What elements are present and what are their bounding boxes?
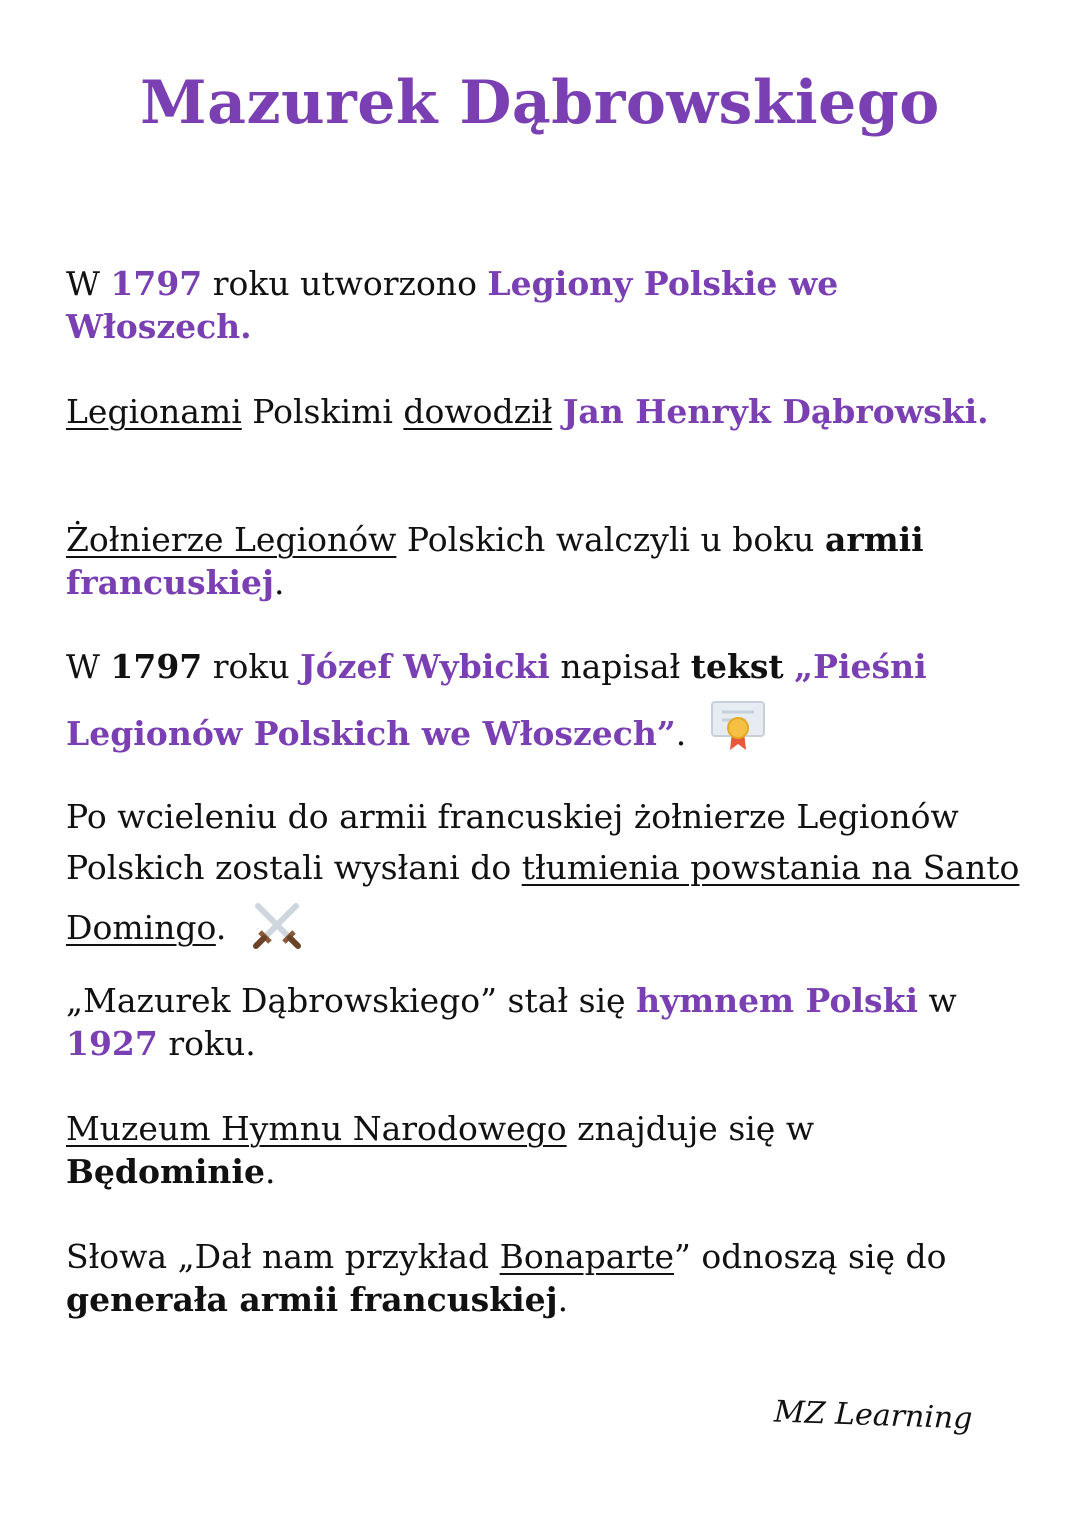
bold-armii: armii	[824, 520, 924, 559]
certificate-icon	[710, 698, 766, 774]
text: .	[273, 563, 285, 602]
bold-general: generała armii francuskiej	[66, 1280, 558, 1319]
text: .	[264, 1152, 276, 1191]
text: .	[977, 392, 989, 431]
text: roku	[202, 647, 301, 686]
text: ” odnoszą się do	[674, 1237, 947, 1276]
text: Polskimi	[241, 392, 404, 431]
text: .	[215, 908, 227, 947]
text: Słowa „Dał nam przykład	[66, 1237, 500, 1276]
paragraph-legions-founded	[66, 262, 1026, 348]
underlined-legionami: Legionami	[66, 392, 242, 431]
song-title: „Pieśni Legionów Polskich we Włoszech”	[66, 647, 927, 753]
legions-name: Legiony Polskie we Włoszech.	[66, 264, 839, 346]
crossed-swords-icon	[250, 898, 304, 962]
paragraph-anthem	[66, 979, 1026, 1065]
text: „Mazurek Dąbrowskiego” stał się	[66, 981, 637, 1020]
paragraph-santo-domingo	[66, 795, 1026, 962]
commander-name: Jan Henryk Dąbrowski	[562, 392, 978, 431]
text: W	[66, 647, 111, 686]
bold-bedomin: Będominie	[66, 1152, 265, 1191]
paragraph-wybicki	[66, 636, 1026, 774]
text: .	[675, 714, 687, 753]
footer-signature: MZ Learning	[772, 1394, 973, 1437]
paragraph-french-army	[66, 518, 1026, 604]
french-highlight: francuskiej	[66, 563, 274, 602]
text: W	[66, 264, 111, 303]
paragraph-commander	[66, 390, 1026, 433]
text: znajduje się w	[566, 1109, 815, 1148]
text	[784, 647, 795, 686]
bold-tekst: tekst	[690, 647, 784, 686]
year-1797-bold: 1797	[110, 647, 203, 686]
underlined-soldiers: Żołnierze Legionów	[66, 520, 397, 559]
page-title: Mazurek Dąbrowskiego	[140, 68, 940, 138]
text: napisał	[549, 647, 691, 686]
underlined-bonaparte: Bonaparte	[499, 1237, 675, 1276]
underlined-santo-domingo: tłumienia powstania na Santo Domingo	[66, 848, 1020, 947]
anthem-highlight: hymnem Polski	[636, 981, 919, 1020]
underlined-dowodzil: dowodził	[403, 392, 553, 431]
paragraph-museum	[66, 1107, 1026, 1193]
text: roku.	[157, 1024, 256, 1063]
text	[552, 392, 563, 431]
year-1927: 1927	[66, 1024, 158, 1063]
year-1797: 1797	[110, 264, 203, 303]
author-name: Józef Wybicki	[300, 647, 550, 686]
text: roku utworzono	[202, 264, 488, 303]
text: .	[557, 1280, 569, 1319]
text: Po wcieleniu do armii francuskiej żołnierze Legionów Polskich zostali wysłani do	[66, 797, 959, 887]
text: Polskich walczyli u boku	[396, 520, 825, 559]
underlined-museum: Muzeum Hymnu Narodowego	[66, 1109, 567, 1148]
paragraph-bonaparte	[66, 1235, 1026, 1321]
text: w	[918, 981, 957, 1020]
